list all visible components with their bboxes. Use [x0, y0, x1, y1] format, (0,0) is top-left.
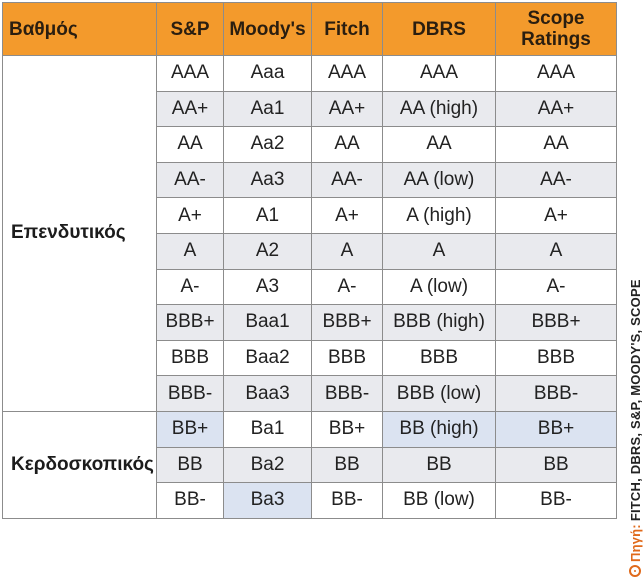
rating-cell-moodys: A3 [224, 269, 312, 305]
rating-cell-sp: AAA [157, 56, 224, 92]
rating-cell-fitch: BBB- [312, 376, 383, 412]
rating-cell-moodys: A1 [224, 198, 312, 234]
rating-cell-fitch: BBB+ [312, 305, 383, 341]
rating-cell-moodys: Ba1 [224, 411, 312, 447]
header-sp: S&P [157, 3, 224, 56]
rating-cell-dbrs: BB (low) [383, 483, 496, 519]
rating-cell-dbrs: BBB [383, 340, 496, 376]
rating-cell-dbrs: BBB (low) [383, 376, 496, 412]
rating-cell-scope: AA- [496, 162, 617, 198]
rating-cell-sp: AA [157, 127, 224, 163]
rating-cell-dbrs: BBB (high) [383, 305, 496, 341]
rating-cell-fitch: AA [312, 127, 383, 163]
rating-cell-fitch: AA- [312, 162, 383, 198]
rating-cell-moodys: Aa1 [224, 91, 312, 127]
rating-cell-scope: AA [496, 127, 617, 163]
rating-cell-scope: AAA [496, 56, 617, 92]
rating-cell-dbrs: AAA [383, 56, 496, 92]
table-row [3, 56, 617, 92]
rating-cell-fitch: BBB [312, 340, 383, 376]
header-fitch: Fitch [312, 3, 383, 56]
rating-cell-sp: BBB [157, 340, 224, 376]
table-row [3, 411, 617, 447]
rating-cell-scope: A [496, 233, 617, 269]
rating-cell-scope: BB [496, 447, 617, 483]
rating-cell-moodys: Baa1 [224, 305, 312, 341]
rating-cell-sp: A [157, 233, 224, 269]
rating-cell-scope: A- [496, 269, 617, 305]
rating-cell-sp: BB+ [157, 411, 224, 447]
rating-cell-moodys: Aa2 [224, 127, 312, 163]
rating-cell-moodys: Aaa [224, 56, 312, 92]
rating-cell-moodys: A2 [224, 233, 312, 269]
grade-speculative: Κερδοσκοπικός [3, 411, 157, 518]
rating-cell-fitch: BB [312, 447, 383, 483]
rating-cell-moodys: Ba3 [224, 483, 312, 519]
rating-cell-fitch: AAA [312, 56, 383, 92]
rating-cell-scope: BBB- [496, 376, 617, 412]
rating-cell-sp: AA+ [157, 91, 224, 127]
rating-cell-dbrs: BB (high) [383, 411, 496, 447]
source-label: Πηγή: [627, 524, 643, 562]
rating-cell-dbrs: A [383, 233, 496, 269]
rating-cell-sp: BBB- [157, 376, 224, 412]
rating-cell-fitch: A+ [312, 198, 383, 234]
rating-cell-dbrs: A (high) [383, 198, 496, 234]
rating-cell-dbrs: AA (high) [383, 91, 496, 127]
rating-cell-sp: A- [157, 269, 224, 305]
rating-cell-moodys: Baa2 [224, 340, 312, 376]
rating-cell-moodys: Baa3 [224, 376, 312, 412]
rating-cell-fitch: A [312, 233, 383, 269]
rating-cell-sp: BB- [157, 483, 224, 519]
header-row [3, 3, 617, 56]
grade-investment: Επενδυτικός [3, 56, 157, 412]
header-dbrs: DBRS [383, 3, 496, 56]
rating-cell-moodys: Aa3 [224, 162, 312, 198]
rating-cell-fitch: A- [312, 269, 383, 305]
rating-cell-fitch: BB- [312, 483, 383, 519]
rating-cell-sp: AA- [157, 162, 224, 198]
source-logo-icon [629, 565, 641, 577]
credit-ratings-table [2, 2, 617, 519]
rating-cell-scope: BB- [496, 483, 617, 519]
rating-cell-dbrs: AA (low) [383, 162, 496, 198]
header-moodys: Moody's [224, 3, 312, 56]
rating-cell-moodys: Ba2 [224, 447, 312, 483]
rating-cell-scope: A+ [496, 198, 617, 234]
rating-cell-dbrs: AA [383, 127, 496, 163]
header-scope [496, 3, 617, 56]
rating-cell-dbrs: BB [383, 447, 496, 483]
header-grade: Βαθμός [3, 3, 157, 56]
header-scope-label: Scope Ratings [521, 8, 591, 50]
rating-cell-scope: BBB+ [496, 305, 617, 341]
rating-cell-sp: BBB+ [157, 305, 224, 341]
rating-cell-sp: A+ [157, 198, 224, 234]
rating-cell-scope: BBB [496, 340, 617, 376]
rating-cell-dbrs: A (low) [383, 269, 496, 305]
rating-cell-fitch: BB+ [312, 411, 383, 447]
rating-cell-scope: AA+ [496, 91, 617, 127]
rating-cell-sp: BB [157, 447, 224, 483]
rating-cell-fitch: AA+ [312, 91, 383, 127]
source-credit [620, 268, 644, 577]
table-body [3, 56, 617, 519]
source-agencies: FITCH, DBRS, S&P, MOODY'S, SCOPE [627, 279, 643, 522]
rating-cell-scope: BB+ [496, 411, 617, 447]
source-text-rotated [623, 268, 644, 577]
